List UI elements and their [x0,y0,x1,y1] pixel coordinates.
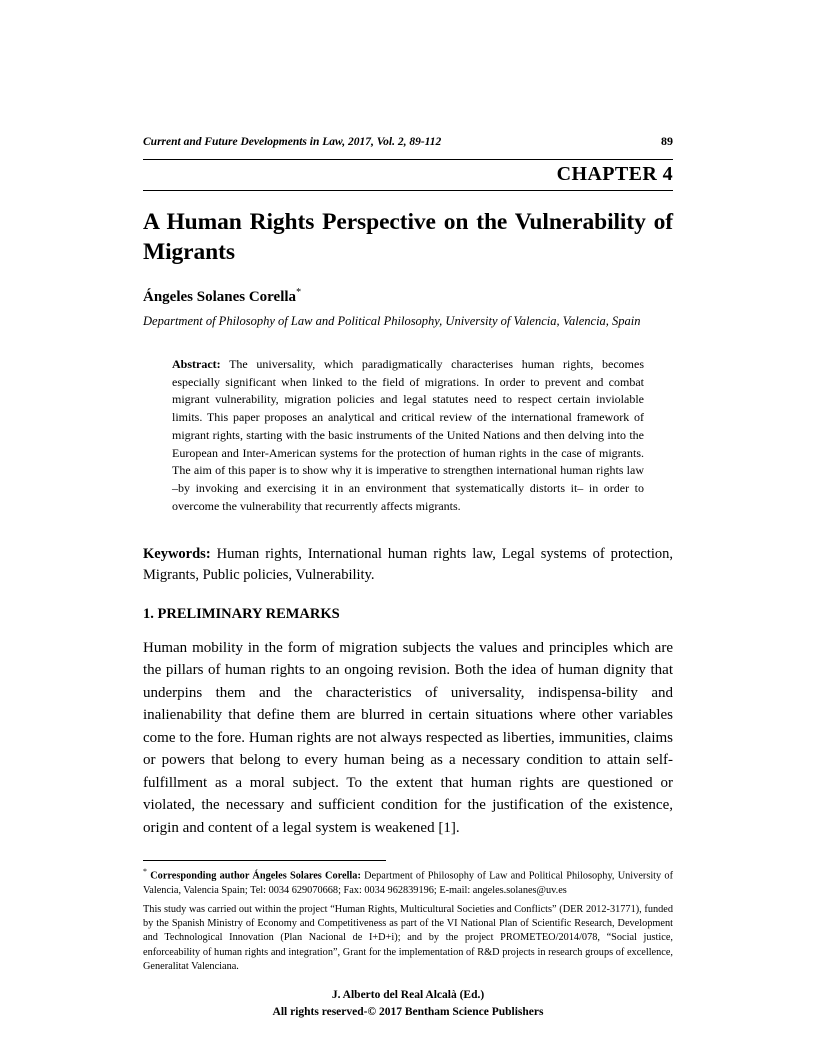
section-heading: 1. PRELIMINARY REMARKS [143,605,340,622]
footnote [143,866,673,898]
journal-citation: Current and Future Developments in Law, 2017, Vol. 2, 89-112 [143,136,442,148]
chapter-banner [143,159,673,191]
rights-line: All rights reserved-© 2017 Bentham Science Publishers [272,1005,544,1018]
abstract-label: Abstract: [172,356,221,371]
page-number: 89 [661,134,673,148]
corresponding-author-label: Corresponding author Ángeles Solares Corella: [150,870,361,882]
author-label: Ángeles Solanes Corella [143,289,297,306]
running-head [143,134,673,149]
colophon [143,987,673,1020]
editor-line: J. Alberto del Real Alcalà (Ed.) [331,989,485,1002]
author-affiliation: Department of Philosophy of Law and Political Philosophy, University of Valencia, Valencia, Spain [143,314,641,329]
footnote-divider [143,860,386,861]
funding-note: This study was carried out within the project “Human Rights, Multicultural Societies and Conflicts” (DER 2012-31771), funded by the Spanish Ministry of Economy and Competitiveness as part of the VI National Plan of Scientific Research, Development and Technological Innovation (Plan Nacional de I+D+i); and by the project PROMETEO/2014/078, “Social justice, enforceability of human rights and integration”, Grant for the implementation of R&D projects in research groups of excellence, Generalitat Valenciana. [143,904,673,972]
footnote-marker: * [143,867,147,877]
keywords-label: Keywords: [143,545,211,562]
keywords-text: Human rights, International human rights law, Legal systems of protection, Migrants, Public policies, Vulnerability. [143,545,673,583]
chapter-label: CHAPTER 4 [556,163,673,185]
body-paragraph: Human mobility in the form of migration subjects the values and principles which are the pillars of human rights to an ongoing revision. Both the idea of human dignity that underpins them and the characteristics of universality, indispensa-bility and inalienability that define them are blurred in certain situations where other variables come to the fore. Human rights are not always respected as liberties, immunities, claims or powers that belong to every human being as a necessary condition to attain self-fulfillment as a moral subject. To the extent that human rights are questioned or violated, the necessary and sufficient condition for the justification of the existence, origin and content of a legal system is weakened [1]. [143,639,673,836]
keywords [143,544,673,586]
abstract [172,356,644,516]
author-name [143,287,673,306]
author-footnote-marker: * [296,287,302,299]
corresponding-author-details: Department of Philosophy of Law and Political Philosophy, University of Valencia, Valencia Spain; Tel: 0034 629070668; Fax: 0034 962839196; E-mail: angeles.solanes@uv.es [143,870,673,896]
abstract-text: The universality, which paradigmatically characterises human rights, becomes especially significant when linked to the field of migrations. In order to prevent and combat migrant vulnerability, migration policies and legal statutes need to respect certain inviolable limits. This paper proposes an analytical and critical review of the international framework of migrant rights, starting with the basic instruments of the United Nations and then delving into the European and Inter-American systems for the protection of human rights in the case of migrants. The aim of this paper is to show why it is imperative to strengthen international human rights law –by invoking and exercising it in an environment that systematically distorts it– in order to overcome the vulnerability that recurrently affects migrants. [172,356,644,513]
page-title: A Human Rights Perspective on the Vulnerability of Migrants [143,209,673,266]
